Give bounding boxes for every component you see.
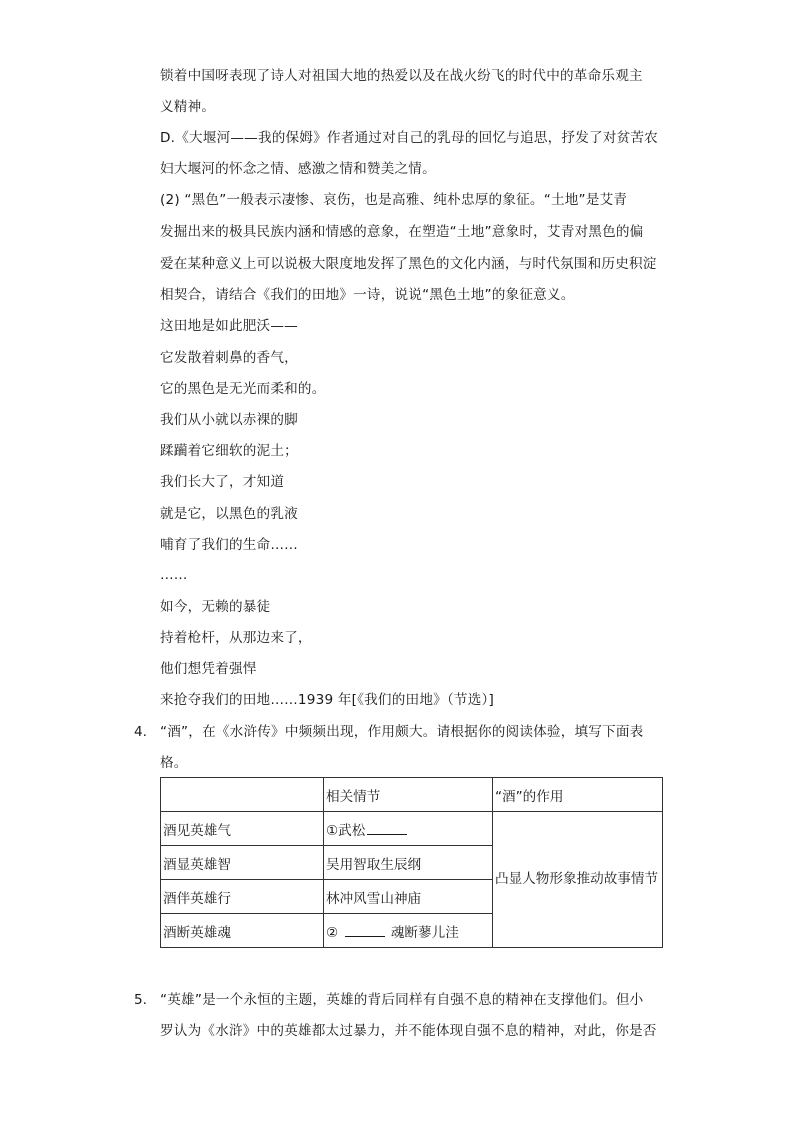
table-cell: 吴用智取生辰纲: [324, 846, 493, 880]
poem-line: 如今，无赖的暴徒: [160, 599, 271, 615]
poem-line: 它发散着刺鼻的香气，: [160, 350, 298, 366]
table-header-cell: [161, 778, 324, 812]
table-cell: 酒断英雄魂: [161, 914, 324, 948]
table-row: [161, 812, 663, 846]
table-cell: 酒见英雄气: [161, 812, 324, 846]
table-cell-text: ②: [326, 924, 339, 941]
table-cell: 林冲风雪山神庙: [324, 880, 493, 914]
table-header-cell: “酒”的作用: [493, 778, 663, 812]
poem-line: 他们想凭着强悍: [160, 661, 257, 677]
poem-line: 就是它，以黑色的乳液: [160, 506, 298, 522]
table-cell-text: ①武松: [326, 822, 366, 839]
question-5-line: 罗认为《水浒》中的英雄都太过暴力，并不能体现自强不息的精神，对此，你是否: [160, 1023, 657, 1039]
poem-line: 来抢夺我们的田地……1939 年[《我们的田地》（节选）]: [160, 692, 494, 708]
merged-function-cell: 凸显人物形象推动故事情节: [493, 812, 663, 948]
poem-line: 蹂躏着它细软的泥土；: [160, 443, 298, 459]
subquestion-2-line: (2) “黑色”一般表示凄惨、哀伤，也是高雅、纯朴忠厚的象征。“土地”是艾青: [160, 192, 628, 208]
text-line: 妇大堰河的怀念之情、感激之情和赞美之情。: [160, 161, 436, 177]
text-line: 相契合，请结合《我们的田地》一诗，说说“黑色土地”的象征意义。: [160, 287, 575, 303]
poem-line: 我们从小就以赤裸的脚: [160, 412, 298, 428]
table-cell: 酒伴英雄行: [161, 880, 324, 914]
poem-ellipsis: ……: [160, 567, 188, 583]
table-header-row: [161, 778, 663, 812]
text-line: 义精神。: [160, 99, 216, 115]
question-number: 4.: [134, 724, 147, 740]
text-line: 爱在某种意义上可以说极大限度地发挥了黑色的文化内涵，与时代氛围和历史积淀: [160, 256, 657, 272]
question-4-line: 格。: [160, 755, 188, 771]
poem-line: 它的黑色是无光而柔和的。: [160, 381, 326, 397]
text-line: 发掘出来的极具民族内涵和情感的意象，在塑造“土地”意象时，艾青对黑色的偏: [160, 224, 644, 240]
question-number: 5.: [134, 992, 147, 1008]
poem-line: 持着枪杆，从那边来了，: [160, 630, 312, 646]
option-d-line: D.《大堰河——我的保姆》作者通过对自己的乳母的回忆与追思，抒发了对贫苦农: [160, 130, 658, 146]
plot-table: [160, 777, 663, 948]
poem-line: 这田地是如此肥沃——: [160, 318, 298, 334]
table-header-cell: 相关情节: [324, 778, 493, 812]
question-5-line: “英雄”是一个永恒的主题，英雄的背后同样有自强不息的精神在支撑他们。但小: [160, 992, 644, 1008]
answer-blank-2[interactable]: [345, 924, 385, 937]
table-cell-text: 魂断蓼儿洼: [390, 924, 459, 941]
table-cell: [324, 914, 493, 948]
table-cell: 酒显英雄智: [161, 846, 324, 880]
answer-blank-1[interactable]: [367, 822, 407, 835]
poem-line: 我们长大了，才知道: [160, 474, 285, 490]
question-4-line: “酒”，在《水浒传》中频频出现，作用颇大。请根据你的阅读体验，填写下面表: [160, 724, 644, 740]
table-cell: [324, 812, 493, 846]
poem-line: 哺育了我们的生命……: [160, 537, 298, 553]
text-line: 锁着中国呀表现了诗人对祖国大地的热爱以及在战火纷飞的时代中的革命乐观主: [160, 68, 643, 84]
